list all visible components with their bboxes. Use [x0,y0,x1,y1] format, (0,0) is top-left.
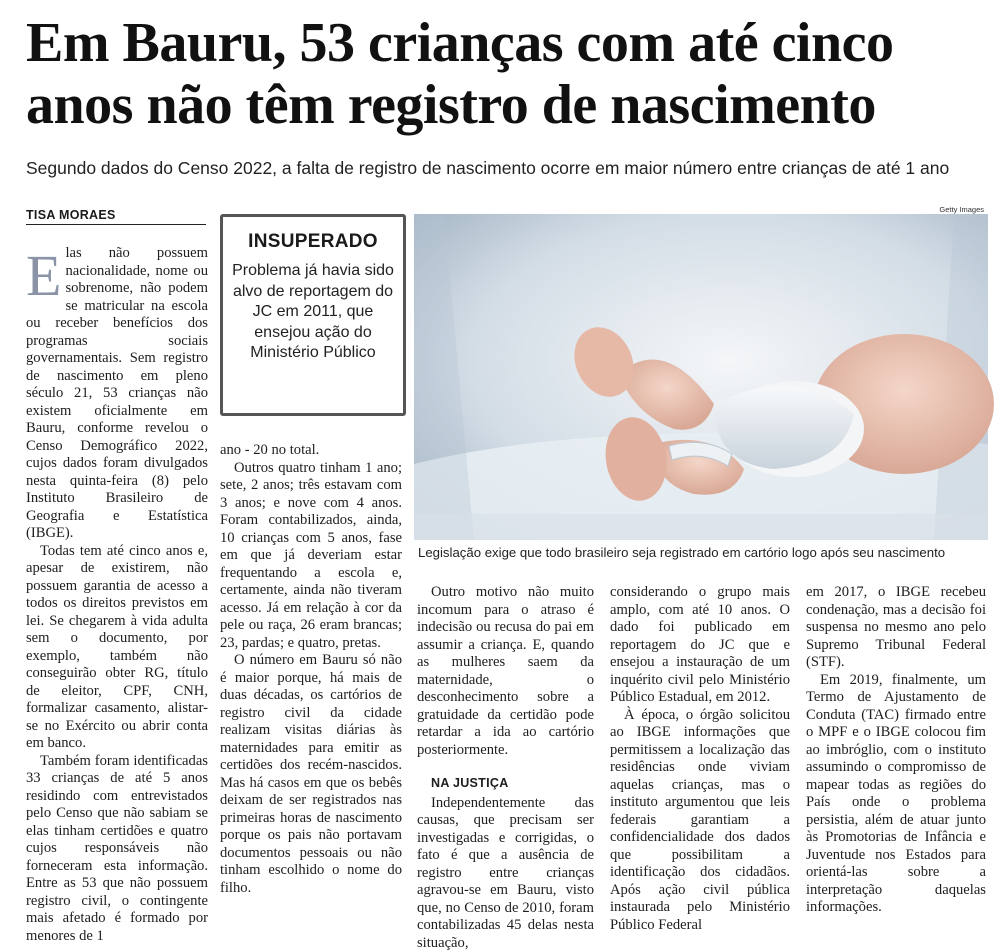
section-heading: NA JUSTIÇA [431,775,594,793]
subheadline: Segundo dados do Censo 2022, a falta de registro de nascimento ocorre em maior número entre crianças de até 1 ano [26,158,986,179]
paragraph-8-continued: em 2017, o IBGE recebeu condenação, mas a decisão foi suspensa no mesmo ano pelo Supremo Tribunal Federal (STF). [806,584,986,672]
article-column-4 [610,584,790,934]
byline: TISA MORAES [26,208,206,225]
paragraph-9: Em 2019, finalmente, um Termo de Ajustamento de Conduta (TAC) firmado entre o MPF e o IBGE colocou fim ao imbróglio, com o instituto assumindo o compromisso de mapear todas as regiões do País onde o problema persistia, além de atuar junto às Promotorias de Infância e Juventude nos Estados para orientá-las sobre a interpretação daquelas informações. [806,672,986,917]
paragraph-8: À época, o órgão solicitou ao IBGE informações que permitissem a localização das residências onde viviam aquelas crianças, mas o instituto argumentou que leis federais garantiam a confidencialidade dos dados que possibilitam a identificação dos cidadãos. Após ação civil pública instaurada pelo Ministério Público Federal [610,707,790,935]
paragraph-3: Também foram identificadas 33 crianças de até 5 anos residindo com entrevistados pelo Censo que não sabiam se elas tinham certidões e quatro cujos responsáveis não forneceram esta informação. Entre as 53 que não possuem registro civil, o contingente mais afetado é formado por menores de 1 [26,753,208,946]
paragraph-7: Independentemente das causas, que precisam ser investigadas e corrigidas, o fato é que a ausência de registro entre crianças agravou-se em Bauru, visto que, no Censo de 2010, foram contabilizadas 45 delas nesta situação, [417,795,594,952]
paragraph-3-continued: ano - 20 no total. [220,442,402,460]
sidebar-box [220,214,406,416]
paragraph-1 [26,245,208,543]
photo-credit: Getty Images [939,205,984,214]
sidebar-title: INSUPERADO [223,231,403,253]
article-column-2 [220,442,402,897]
paragraph-7-continued: considerando o grupo mais amplo, com até 10 anos. O dado foi publicado em reportagem do JC que e ensejou a instauração de um inquérito civil pelo Ministério Público Estadual, em 2012. [610,584,790,707]
newborn-photo-illustration [414,214,988,540]
article-photo [414,214,988,540]
article-column-1 [26,245,208,945]
article-column-5 [806,584,986,917]
paragraph-6: Outro motivo não muito incomum para o atraso é indecisão ou recusa do pai em assumir a criança. E, quando as mulheres saem da maternidade, o desconhecimento sobre a gratuidade da certidão pode retardar a ida ao cartório posteriormente. [417,584,594,759]
photo-caption: Legislação exige que todo brasileiro seja registrado em cartório logo após seu nascimento [418,545,988,560]
article-column-3 [417,584,594,952]
drop-cap: E [26,247,65,301]
paragraph-2: Todas tem até cinco anos e, apesar de existirem, não possuem garantia de acesso a todos os direitos previstos em lei. Se chegarem à vida adulta sem o documento, por exemplo, também não conseguirão obter RG, título de eleitor, CPF, CNH, formalizar casamento, alistar-se no Exército ou abrir conta em banco. [26,543,208,753]
headline: Em Bauru, 53 crianças com até cinco anos não têm registro de nascimento [26,12,986,136]
paragraph-4: Outros quatro tinham 1 ano; sete, 2 anos; três estavam com 3 anos; e nove com 4 anos. Foram contabilizados, ainda, 10 crianças com 5 anos, fase em que já deveriam estar frequentando a escola e, certamente, ainda não tiveram acesso. Já em relação à cor da pele ou raça, 26 eram brancas; 23, pardas; e quatro, pretas. [220,460,402,653]
paragraph-1-text: las não possuem nacionalidade, nome ou sobrenome, não podem se matricular na escola ou receber benefícios dos programas sociais governamentais. Sem registro de nascimento em pleno século 21, 53 crianças não existem oficialmente em Bauru, conforme revelou o Censo Demográfico 2022, cujos dados foram divulgados nesta quinta-feira (8) pelo Instituto Brasileiro de Geografia e Estatística (IBGE). [26,245,208,541]
paragraph-5: O número em Bauru só não é maior porque, há mais de duas décadas, os cartórios de registro civil da cidade realizam visitas diárias às maternidades para emitir as certidões dos recém-nascidos. Mas há casos em que os bebês deixam de ser registrados nas primeiras horas de nascimento porque os pais não portavam documentos pessoais ou não tinham escolhido o nome do filho. [220,652,402,897]
sidebar-text: Problema já havia sido alvo de reportagem do JC em 2011, que ensejou ação do Ministério Público [229,261,397,364]
